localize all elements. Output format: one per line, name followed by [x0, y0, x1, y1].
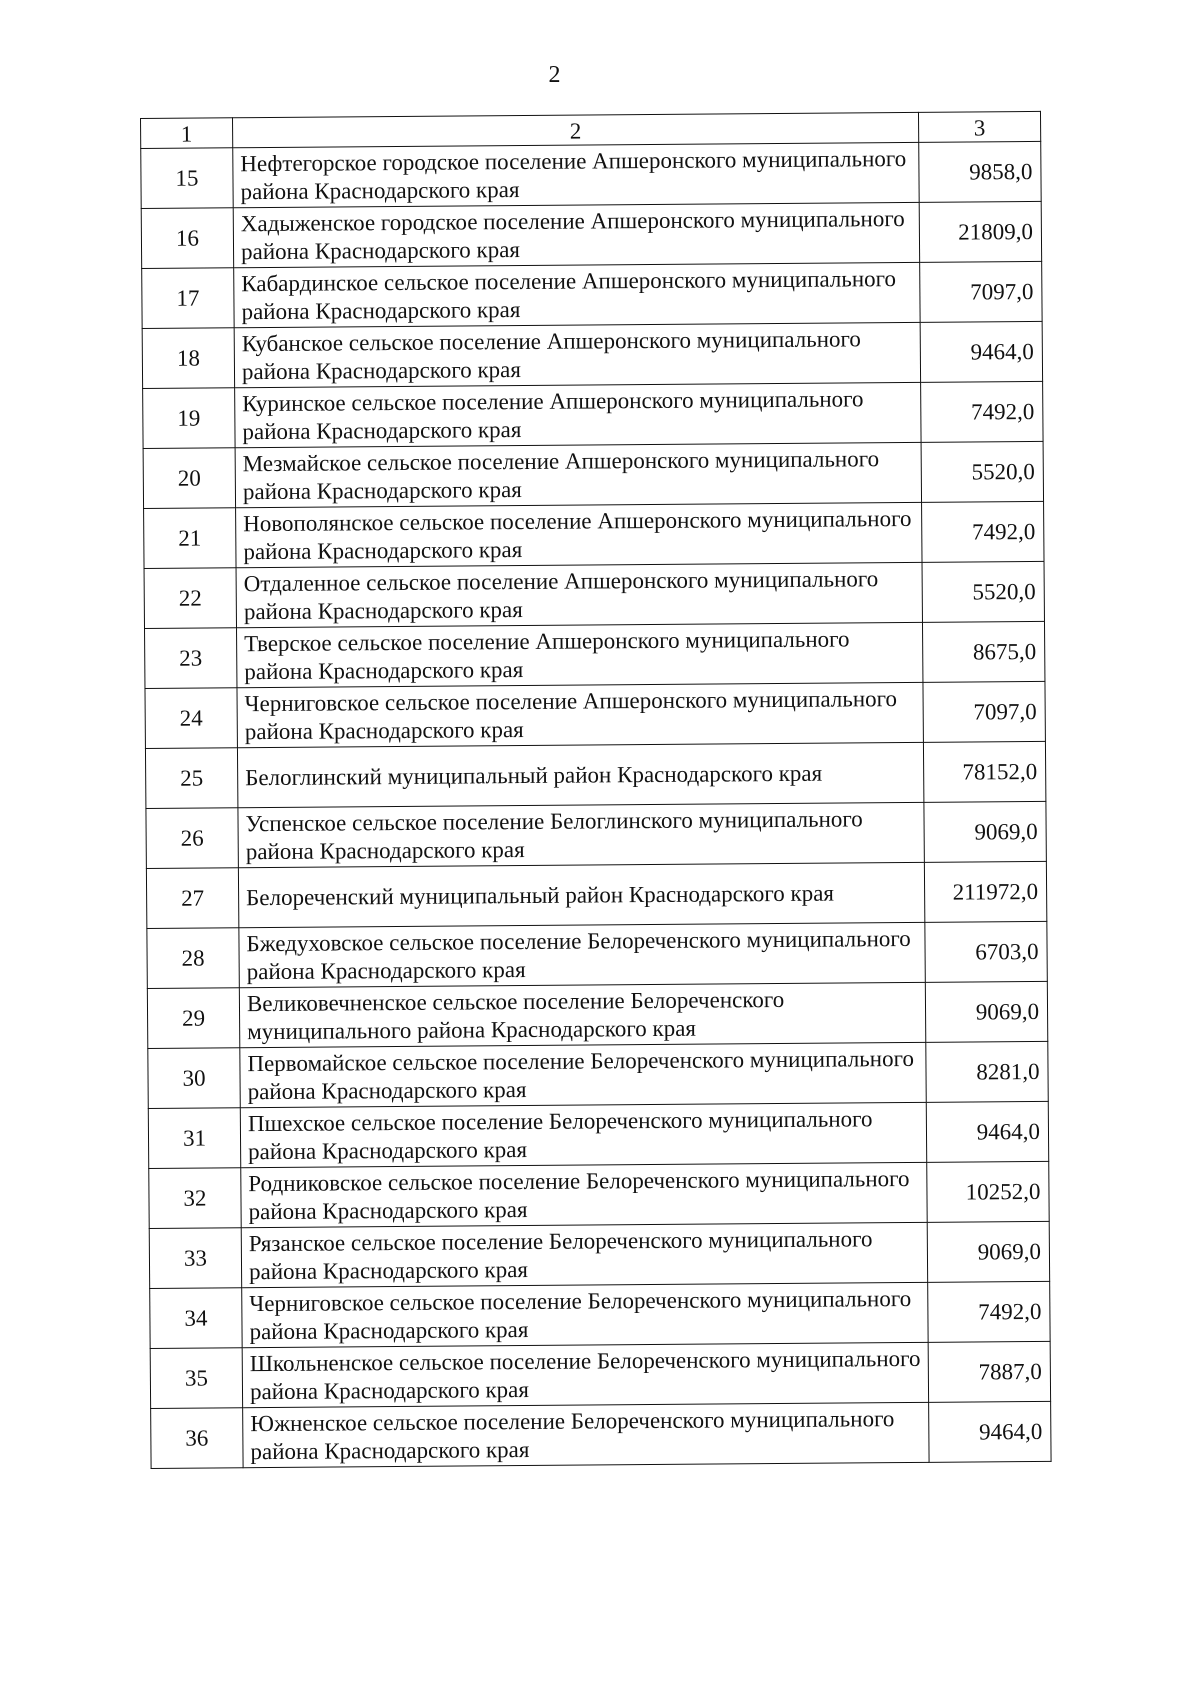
row-value-cell: 7492,0	[928, 1281, 1050, 1342]
row-value-cell: 7492,0	[921, 381, 1043, 442]
row-value-cell: 8281,0	[926, 1041, 1048, 1102]
row-number-cell: 35	[150, 1348, 242, 1409]
row-value-cell: 211972,0	[924, 861, 1046, 922]
row-value-cell: 9069,0	[924, 801, 1046, 862]
row-value-cell: 7492,0	[922, 501, 1044, 562]
row-number-cell: 25	[145, 748, 237, 809]
row-name-cell: Успенское сельское поселение Белоглинского муниципального района Краснодарского края	[238, 802, 924, 867]
row-number-cell: 15	[141, 148, 233, 209]
row-name-cell: Рязанское сельское поселение Белореченского муниципального района Краснодарского края	[241, 1222, 927, 1287]
row-value-cell: 5520,0	[921, 441, 1043, 502]
row-value-cell: 9464,0	[926, 1101, 1048, 1162]
row-number-cell: 33	[149, 1228, 241, 1289]
row-number-cell: 30	[148, 1048, 240, 1109]
row-value-cell: 8675,0	[922, 621, 1044, 682]
row-name-cell: Кабардинское сельское поселение Апшеронского муниципального района Краснодарского края	[234, 262, 920, 327]
row-name-cell: Великовечненское сельское поселение Белореченского муниципального района Краснодарского края	[239, 982, 925, 1047]
table-row	[151, 1401, 1051, 1468]
row-name-cell: Мезмайское сельское поселение Апшеронского муниципального района Краснодарского края	[235, 442, 921, 507]
table-row	[149, 1161, 1049, 1228]
row-name-cell: Первомайское сельское поселение Белореченского муниципального района Краснодарского края	[240, 1042, 926, 1107]
row-name-cell: Тверское сельское поселение Апшеронского муниципального района Краснодарского края	[237, 622, 923, 687]
row-number-cell: 28	[147, 928, 239, 989]
row-value-cell: 9069,0	[927, 1221, 1049, 1282]
table-row	[149, 1221, 1049, 1288]
row-number-cell: 31	[148, 1108, 240, 1169]
row-value-cell: 7097,0	[920, 261, 1042, 322]
row-name-cell: Нефтегорское городское поселение Апшеронского муниципального района Краснодарского края	[233, 142, 919, 207]
table-row	[145, 681, 1045, 748]
row-number-cell: 27	[146, 868, 238, 929]
row-name-cell: Черниговское сельское поселение Белореченского муниципального района Краснодарского края	[242, 1282, 928, 1347]
row-number-cell: 17	[142, 268, 234, 329]
table-row	[150, 1341, 1050, 1408]
row-value-cell: 7887,0	[928, 1341, 1050, 1402]
row-name-cell: Бжедуховское сельское поселение Белореченского муниципального района Краснодарского края	[239, 922, 925, 987]
table-row	[147, 921, 1047, 988]
table-body	[141, 111, 1052, 1468]
row-value-cell: 78152,0	[923, 741, 1045, 802]
row-name-cell: Пшехское сельское поселение Белореченского муниципального района Краснодарского края	[240, 1102, 926, 1167]
column-header-value: 3	[918, 111, 1040, 142]
table-row	[145, 621, 1045, 688]
row-name-cell: Школьненское сельское поселение Белореченского муниципального района Краснодарского края	[242, 1342, 928, 1407]
row-name-cell: Южненское сельское поселение Белореченского муниципального района Краснодарского края	[243, 1402, 929, 1467]
row-value-cell: 21809,0	[919, 201, 1041, 262]
row-name-cell: Отдаленное сельское поселение Апшеронского муниципального района Краснодарского края	[236, 562, 922, 627]
row-name-cell: Куринское сельское поселение Апшеронского муниципального района Краснодарского края	[235, 382, 921, 447]
row-number-cell: 20	[143, 448, 235, 509]
row-number-cell: 21	[144, 508, 236, 569]
table-row	[148, 1041, 1048, 1108]
row-number-cell: 22	[144, 568, 236, 629]
row-number-cell: 26	[146, 808, 238, 869]
row-name-cell: Белореченский муниципальный район Краснодарского края	[238, 862, 924, 927]
table-row	[141, 141, 1041, 208]
row-value-cell: 9069,0	[925, 981, 1047, 1042]
row-value-cell: 5520,0	[922, 561, 1044, 622]
table-row	[142, 321, 1042, 388]
row-number-cell: 23	[145, 628, 237, 689]
table-row	[145, 741, 1045, 808]
row-name-cell: Белоглинский муниципальный район Краснодарского края	[237, 742, 923, 807]
table-row	[144, 561, 1044, 628]
row-number-cell: 32	[149, 1168, 241, 1229]
row-number-cell: 24	[145, 688, 237, 749]
row-name-cell: Родниковское сельское поселение Белореченского муниципального района Краснодарского края	[241, 1162, 927, 1227]
table-row	[148, 1101, 1048, 1168]
row-value-cell: 9858,0	[919, 141, 1041, 202]
row-number-cell: 29	[147, 988, 239, 1049]
row-number-cell: 19	[143, 388, 235, 449]
table-row	[144, 501, 1044, 568]
table-row	[150, 1281, 1050, 1348]
table-row	[141, 201, 1041, 268]
table-row	[142, 261, 1042, 328]
page-number: 2	[548, 62, 561, 88]
row-name-cell: Кубанское сельское поселение Апшеронского муниципального района Краснодарского края	[234, 322, 920, 387]
table-row	[146, 801, 1046, 868]
row-value-cell: 7097,0	[923, 681, 1045, 742]
row-name-cell: Хадыженское городское поселение Апшеронского муниципального района Краснодарского края	[233, 202, 919, 267]
table-row	[143, 381, 1043, 448]
column-header-name: 2	[233, 112, 919, 147]
row-value-cell: 9464,0	[929, 1401, 1051, 1462]
row-number-cell: 18	[142, 328, 234, 389]
table-row	[146, 861, 1046, 928]
row-value-cell: 9464,0	[920, 321, 1042, 382]
row-value-cell: 6703,0	[925, 921, 1047, 982]
table-row	[143, 441, 1043, 508]
column-header-number: 1	[141, 118, 233, 149]
row-number-cell: 16	[141, 208, 233, 269]
row-value-cell: 10252,0	[927, 1161, 1049, 1222]
row-number-cell: 36	[151, 1408, 243, 1469]
table-row	[147, 981, 1047, 1048]
row-name-cell: Черниговское сельское поселение Апшеронского муниципального района Краснодарского края	[237, 682, 923, 747]
allocation-table	[140, 111, 1052, 1469]
row-name-cell: Новополянское сельское поселение Апшеронского муниципального района Краснодарского края	[236, 502, 922, 567]
row-number-cell: 34	[150, 1288, 242, 1349]
